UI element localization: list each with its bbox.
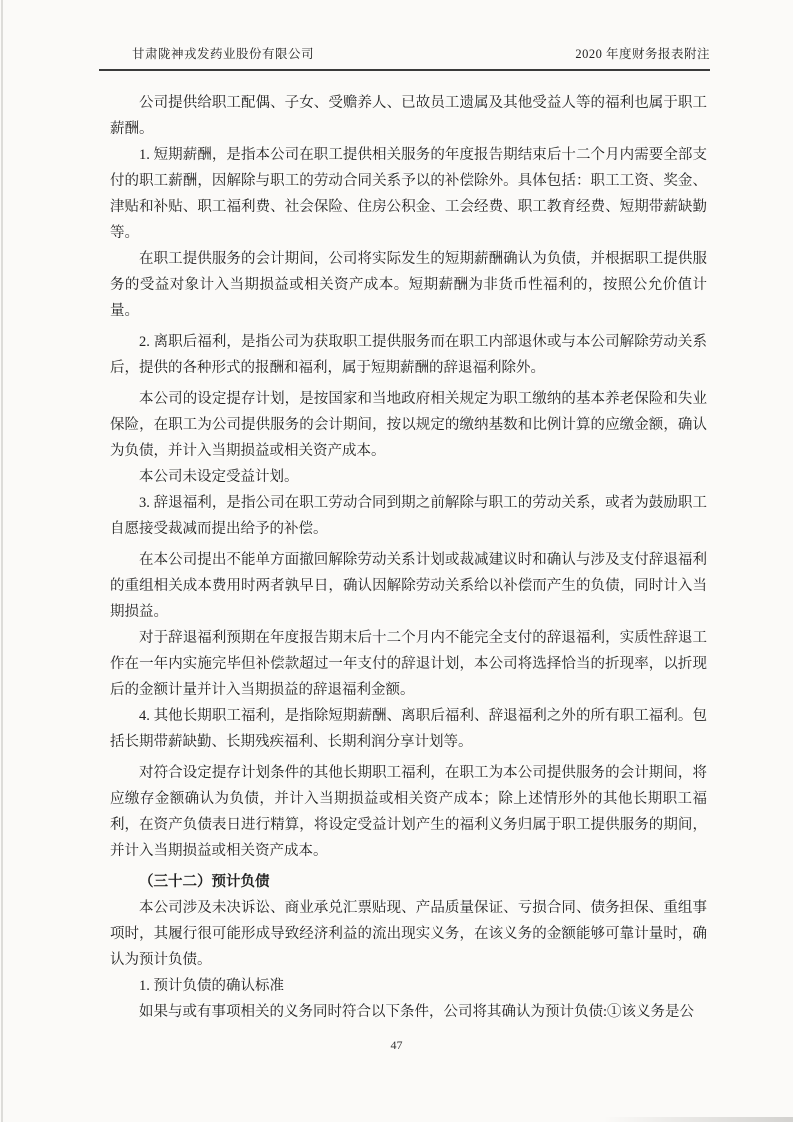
body-paragraph-short-term-pay: 1. 短期薪酬，是指本公司在职工提供相关服务的年度报告期结束后十二个月内需要全部支付的职工薪酬，因解除与职工的劳动合同关系予以的补偿除外。具体包括：职工工资、奖金、津贴和补贴、职工福利费、社会保险、住房公积金、工会经费、职工教育经费、短期带薪缺勤等。 — [110, 147, 707, 241]
body-paragraph: 本公司涉及未决诉讼、商业承兑汇票贴现、产品质量保证、亏损合同、债务担保、重组事项时，其履行很可能形成导致经济利益的流出现实义务，在该义务的金额能够可靠计量时，确认为预计负债。 — [110, 900, 707, 968]
body-paragraph-post-employment-benefits: 2. 离职后福利，是指公司为获取职工提供服务而在职工内部退休或与本公司解除劳动关系后，提供的各种形式的报酬和福利，属于短期薪酬的辞退福利除外。 — [110, 334, 707, 376]
document-body — [110, 90, 707, 1025]
body-paragraph: 如果与或有事项相关的义务同时符合以下条件，公司将其确认为预计负债:①该义务是公 — [139, 1004, 695, 1020]
page-number: 47 — [390, 1038, 403, 1052]
body-paragraph-termination-benefits: 3. 辞退福利，是指公司在职工劳动合同到期之前解除与职工的劳动关系，或者为鼓励职工自愿接受裁减而提出给予的补偿。 — [110, 495, 707, 537]
report-title: 2020 年度财务报表附注 — [575, 47, 710, 61]
body-paragraph: 在本公司提出不能单方面撤回解除劳动关系计划或裁减建议时和确认与涉及支付辞退福利的重组相关成本费用时两者孰早日，确认因解除劳动关系给以补偿而产生的负债，同时计入当期损益。 — [110, 552, 707, 620]
body-paragraph: 公司提供给职工配偶、子女、受赡养人、已故员工遗属及其他受益人等的福利也属于职工薪酬。 — [110, 95, 707, 137]
page-footer — [0, 1038, 793, 1053]
body-paragraph: 对符合设定提存计划条件的其他长期职工福利，在职工为本公司提供服务的会计期间，将应缴存金额确认为负债，并计入当期损益或相关资产成本；除上述情形外的其他长期职工福利，在资产负债表日进行精算，将设定受益计划产生的福利义务归属于职工提供服务的期间，并计入当期损益或相关资产成本。 — [110, 765, 707, 859]
body-paragraph: 对于辞退福利预期在年度报告期末后十二个月内不能完全支付的辞退福利，实质性辞退工作在一年内实施完毕但补偿款超过一年支付的辞退计划，本公司将选择恰当的折现率，以折现后的金额计量并计入当期损益的辞退福利金额。 — [110, 630, 707, 698]
body-paragraph-other-long-term-benefits: 4. 其他长期职工福利，是指除短期薪酬、离职后福利、辞退福利之外的所有职工福利。包括长期带薪缺勤、长期残疾福利、长期利润分享计划等。 — [110, 708, 707, 750]
section-heading-provisions: （三十二）预计负债 — [139, 874, 270, 890]
body-paragraph: 本公司的设定提存计划，是按国家和当地政府相关规定为职工缴纳的基本养老保险和失业保险，在职工为公司提供服务的会计期间，按以规定的缴纳基数和比例计算的应缴金额，确认为负债，并计入当期损益或相关资产成本。 — [110, 391, 707, 459]
body-paragraph: 本公司未设定受益计划。 — [139, 469, 299, 485]
page-header — [99, 44, 710, 71]
body-paragraph: 在职工提供服务的会计期间，公司将实际发生的短期薪酬确认为负债，并根据职工提供服务的受益对象计入当期损益或相关资产成本。短期薪酬为非货币性福利的，按照公允价值计量。 — [110, 251, 707, 319]
company-name: 甘肃陇神戎发药业股份有限公司 — [132, 47, 315, 61]
body-paragraph-recognition-criteria: 1. 预计负债的确认标准 — [139, 978, 284, 994]
